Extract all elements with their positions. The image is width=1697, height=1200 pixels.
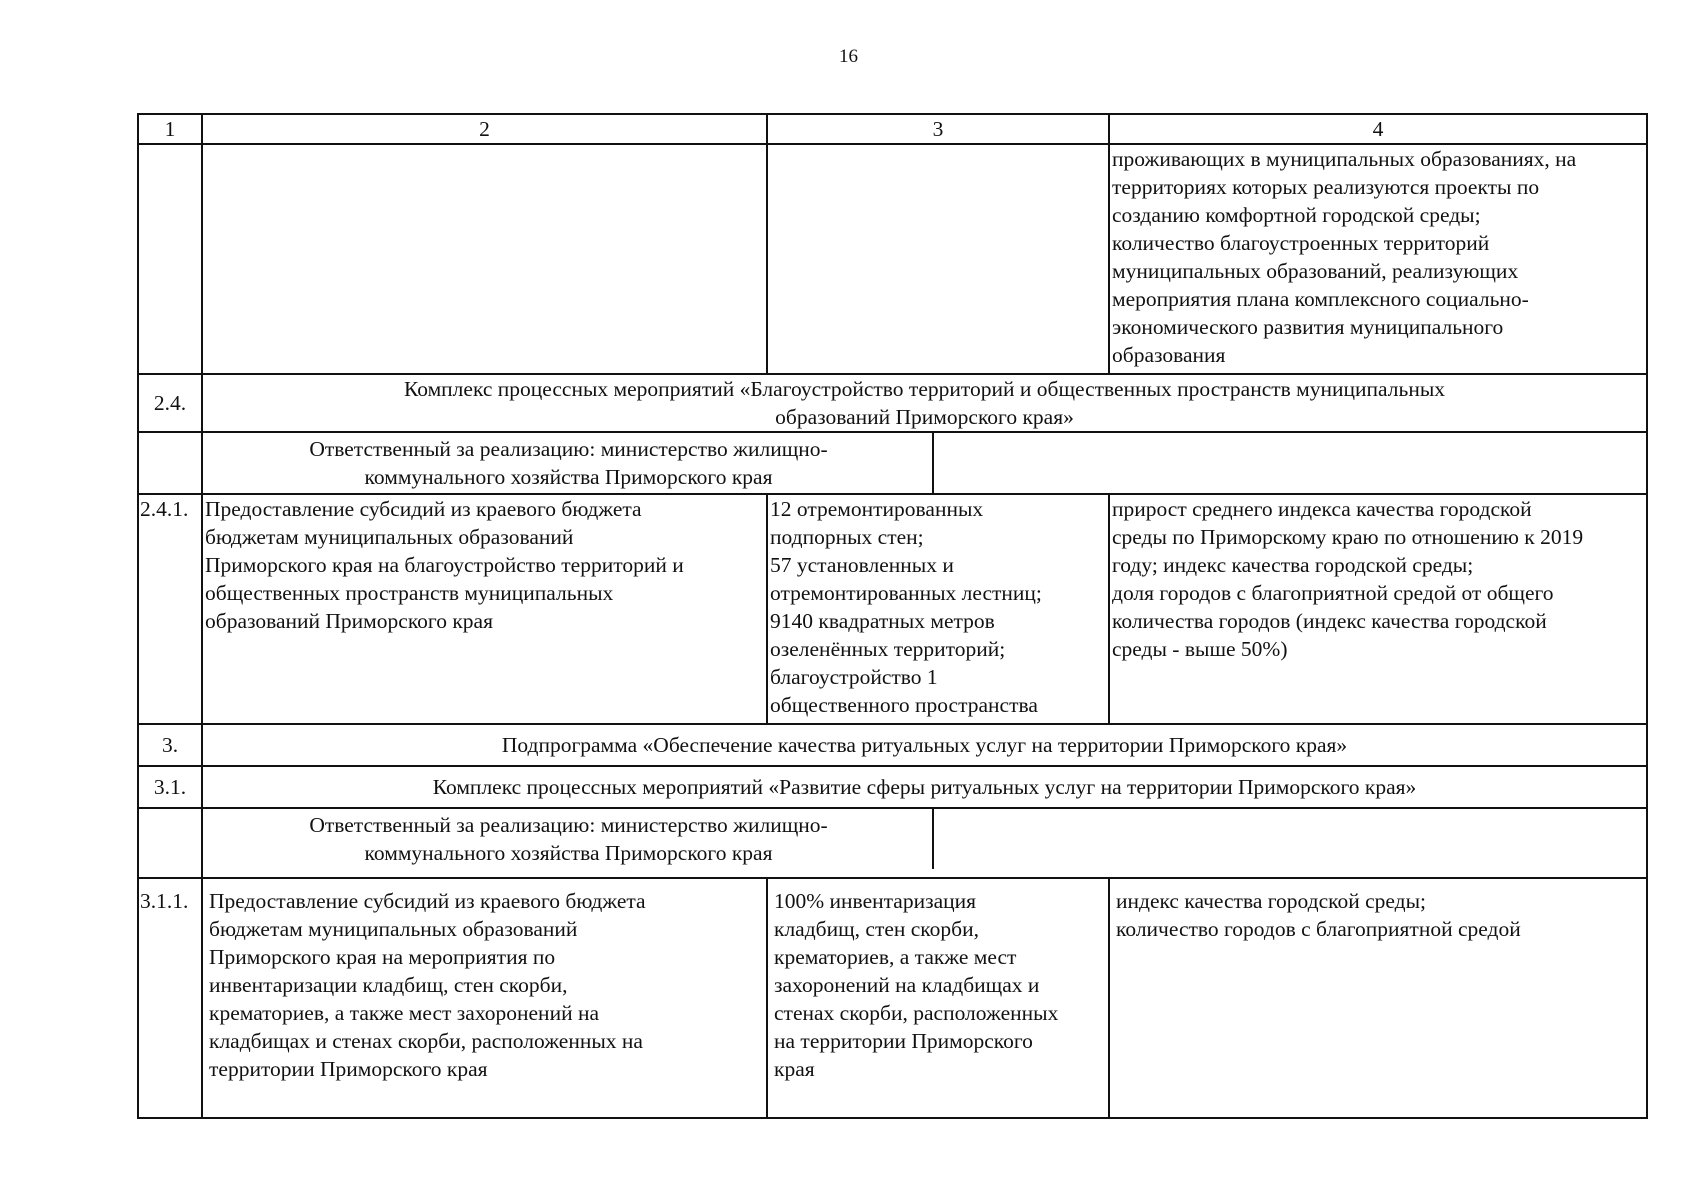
measure-result: 12 отремонтированных подпорных стен; 57 установленных и отремонтированных лестниц; 9140 квадратных метров озеленённых территорий; благоустройство 1 общественного пространства (767, 494, 1109, 724)
table-row-responsible (138, 432, 1647, 494)
subprogram-title: Подпрограмма «Обеспечение качества ритуальных услуг на территории Приморского края» (202, 724, 1647, 766)
table-row-3-1-1 (138, 878, 1647, 1118)
row-number: 2.4. (138, 374, 202, 432)
indicator-cell: прирост среднего индекса качества городской среды по Приморскому краю по отношению к 2019 году; индекс качества городской среды; доля городов с благоприятной средой от общего количества городов (индекс качества городской среды - выше 50%) (1109, 494, 1647, 724)
row-number: 3.1. (138, 766, 202, 808)
row-number: 2.4.1. (138, 494, 202, 724)
program-table (137, 113, 1648, 1119)
measure-result: 100% инвентаризация кладбищ, стен скорби, крематориев, а также мест захоронений на кладбищах и стенах скорби, расположенных на территории Приморского края (767, 878, 1109, 1118)
cell-empty (138, 808, 202, 878)
table-row-3-1 (138, 766, 1647, 808)
indicator-cell: индекс качества городской среды; количество городов с благоприятной средой (1109, 878, 1647, 1118)
header-row (138, 114, 1647, 144)
indicator-cell: проживающих в муниципальных образованиях, на территориях которых реализуются проекты по созданию комфортной городской среды; количество благоустроенных территорий муниципальных образований, реализующих мероприятия плана комплексного социально- экономического развития муниципального образования (1109, 144, 1647, 374)
table-row-2-4-1 (138, 494, 1647, 724)
table-row-responsible (138, 808, 1647, 878)
cell-empty (138, 144, 202, 374)
measure-description: Предоставление субсидий из краевого бюджета бюджетам муниципальных образований Приморского края на благоустройство территорий и общественных пространств муниципальных образований Приморского края (202, 494, 767, 724)
header-col-2: 2 (202, 114, 767, 144)
header-col-3: 3 (767, 114, 1109, 144)
table-row-3 (138, 724, 1647, 766)
page-number: 16 (839, 46, 858, 67)
responsible-cell (202, 808, 1647, 878)
header-col-1: 1 (138, 114, 202, 144)
row-number: 3.1.1. (138, 878, 202, 1118)
cell-empty (138, 432, 202, 494)
responsible-text: Ответственный за реализацию: министерство жилищно- коммунального хозяйства Приморского края (205, 433, 934, 493)
section-title: Комплекс процессных мероприятий «Благоустройство территорий и общественных пространств муниципальных образований Приморского края» (202, 374, 1647, 432)
cell-empty (202, 144, 767, 374)
section-title: Комплекс процессных мероприятий «Развитие сферы ритуальных услуг на территории Приморского края» (202, 766, 1647, 808)
table-row-2-4 (138, 374, 1647, 432)
cell-empty (934, 809, 1644, 869)
cell-empty (934, 433, 1644, 493)
row-number: 3. (138, 724, 202, 766)
responsible-text: Ответственный за реализацию: министерство жилищно- коммунального хозяйства Приморского края (205, 809, 934, 869)
measure-description: Предоставление субсидий из краевого бюджета бюджетам муниципальных образований Приморского края на мероприятия по инвентаризации кладбищ, стен скорби, крематориев, а также мест захоронений на кладбищах и стенах скорби, расположенных на территории Приморского края (202, 878, 767, 1118)
responsible-cell (202, 432, 1647, 494)
header-col-4: 4 (1109, 114, 1647, 144)
cell-empty (767, 144, 1109, 374)
table-row-continuation (138, 144, 1647, 374)
